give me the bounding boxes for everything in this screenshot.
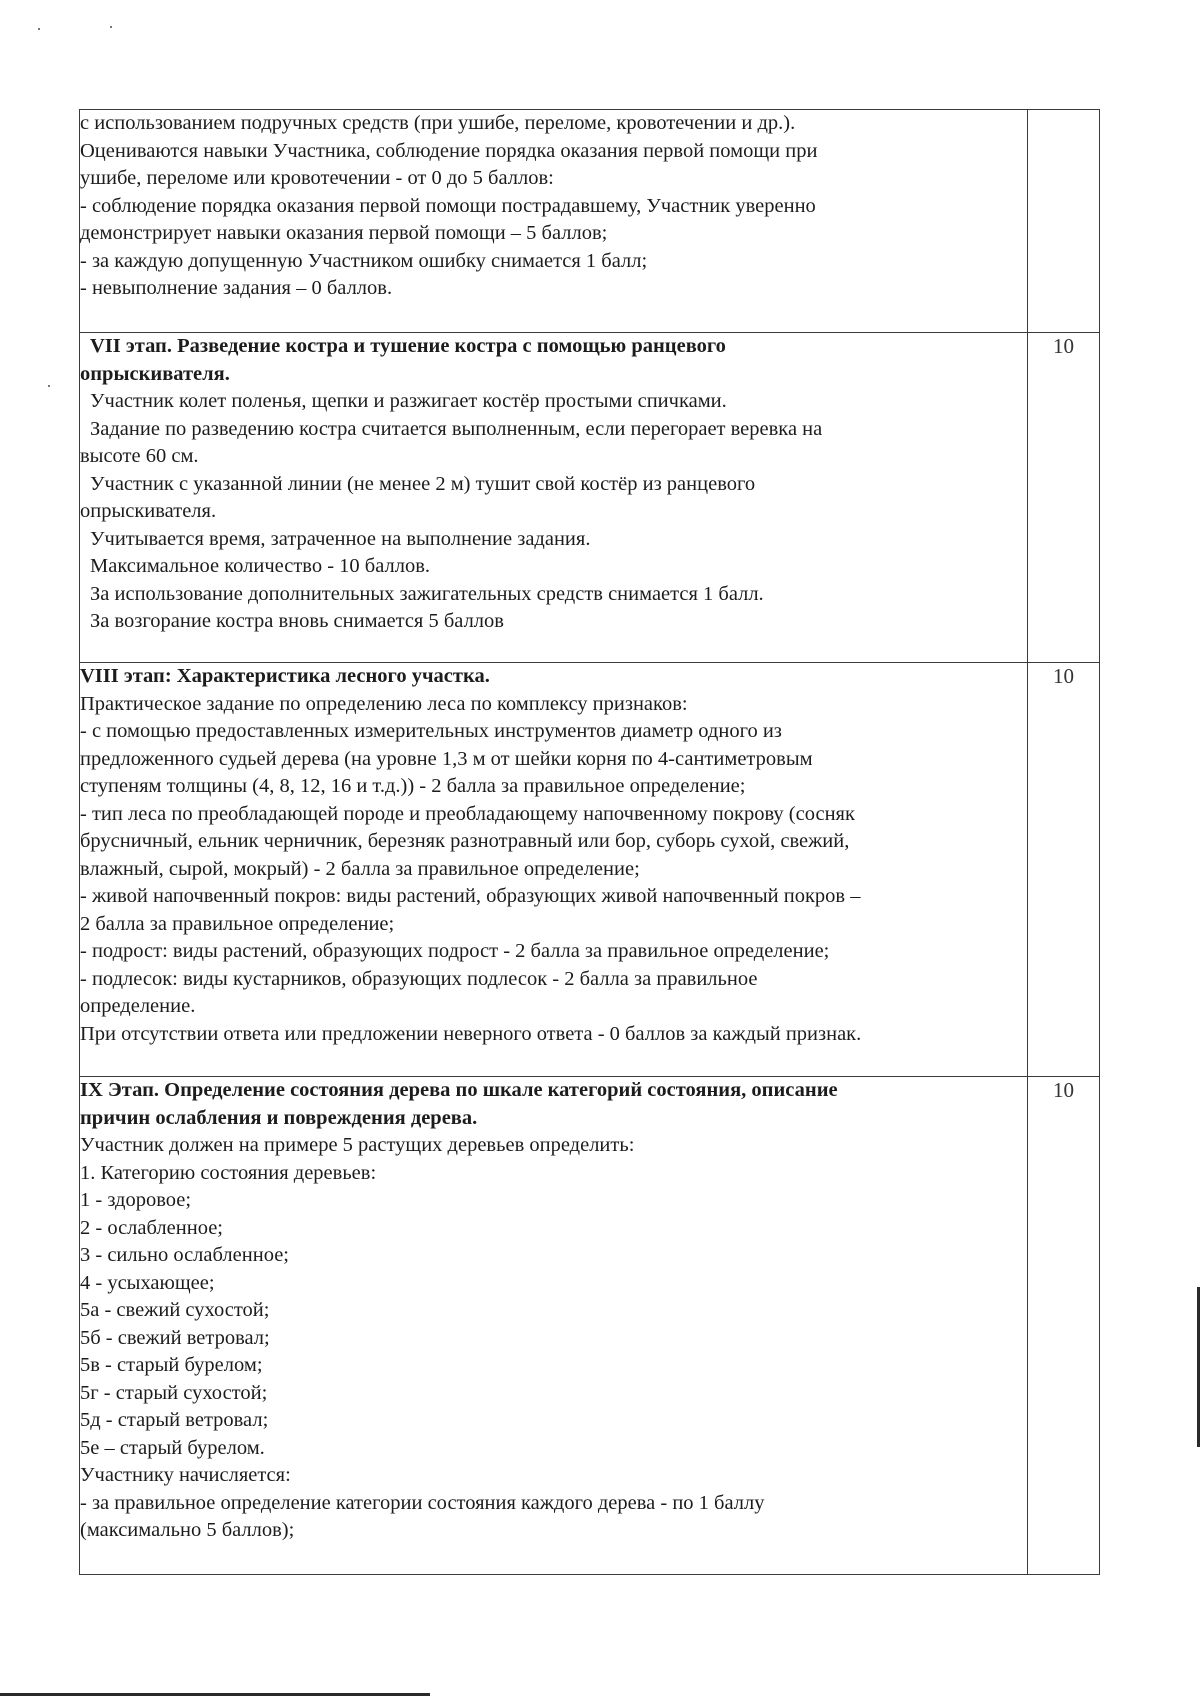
- task-description-cell: [80, 110, 1028, 333]
- text-line: 3 - сильно ослабленное;: [80, 1244, 289, 1266]
- text-line: Участник с указанной линии (не менее 2 м) тушит свой костёр из ранцевого: [90, 472, 756, 495]
- table-row: [80, 110, 1100, 333]
- text-line: Оцениваются навыки Участника, соблюдение порядка оказания первой помощи при: [80, 139, 818, 162]
- scan-edge-mark: [0, 1693, 430, 1696]
- text-line: - соблюдение порядка оказания первой помощи пострадавшему, Участник уверенно: [80, 194, 816, 217]
- text-line: высоте 60 см.: [80, 445, 199, 467]
- text-line: опрыскивателя.: [80, 500, 217, 522]
- text-line: влажный, сырой, мокрый) - 2 балла за правильное определение;: [80, 857, 640, 880]
- text-line: 1. Категорию состояния деревьев:: [80, 1161, 377, 1184]
- evaluation-table: [79, 109, 1100, 1575]
- text-line: Задание по разведению костра считается выполненным, если перегорает веревка на: [90, 417, 823, 440]
- stage-title: VIII этап: Характеристика лесного участка.: [80, 665, 490, 687]
- text-line: Учитывается время, затраченное на выполнение задания.: [90, 527, 591, 550]
- score-value: 10: [1053, 334, 1074, 358]
- text-line: 4 - усыхающее;: [80, 1271, 215, 1294]
- text-line: 5е – старый бурелом.: [80, 1436, 265, 1459]
- text-line: 5а - свежий сухостой;: [80, 1299, 270, 1321]
- text-line: ушибе, переломе или кровотечении - от 0 до 5 баллов:: [80, 167, 554, 189]
- score-cell: [1028, 110, 1100, 333]
- score-value: 10: [1053, 664, 1074, 688]
- text-line: ступеням толщины (4, 8, 12, 16 и т.д.)) - 2 балла за правильное определение;: [80, 775, 746, 797]
- text-line: За использование дополнительных зажигательных средств снимается 1 балл.: [90, 582, 764, 605]
- text-line: 5б - свежий ветровал;: [80, 1326, 270, 1349]
- text-line: - подрост: виды растений, образующих подрост - 2 балла за правильное определение;: [80, 940, 830, 962]
- score-cell: [1028, 1077, 1100, 1575]
- text-line: с использованием подручных средств (при ушибе, переломе, кровотечении и др.).: [80, 112, 796, 134]
- text-line: При отсутствии ответа или предложении неверного ответа - 0 баллов за каждый признак.: [80, 1022, 862, 1045]
- text-line: 5в - старый бурелом;: [80, 1354, 263, 1376]
- stage-title: IX Этап. Определение состояния дерева по шкале категорий состояния, описание: [80, 1079, 838, 1101]
- text-line: Участнику начисляется:: [80, 1464, 291, 1486]
- text-line: определение.: [80, 995, 196, 1017]
- scan-speck: [48, 385, 50, 387]
- text-line: предложенного судьей дерева (на уровне 1,3 м от шейки корня по 4-сантиметровым: [80, 747, 813, 770]
- text-line: 1 - здоровое;: [80, 1189, 192, 1211]
- text-line: 2 - ослабленное;: [80, 1216, 223, 1239]
- table-row: [80, 333, 1100, 663]
- task-description-cell: [80, 1077, 1028, 1575]
- text-line: - подлесок: виды кустарников, образующих подлесок - 2 балла за правильное: [80, 967, 758, 990]
- text-line: За возгорание костра вновь снимается 5 баллов: [90, 610, 504, 632]
- text-line: - с помощью предоставленных измерительных инструментов диаметр одного из: [80, 720, 782, 742]
- score-cell: [1028, 663, 1100, 1077]
- text-line: 5д - старый ветровал;: [80, 1409, 269, 1431]
- text-line: - живой напочвенный покров: виды растений, образующих живой напочвенный покров –: [80, 885, 861, 907]
- stage-title: причин ослабления и повреждения дерева.: [80, 1106, 478, 1129]
- text-line: Практическое задание по определению леса по комплексу признаков:: [80, 692, 688, 715]
- stage-title: VII этап. Разведение костра и тушение костра с помощью ранцевого: [90, 335, 726, 357]
- text-line: 5г - старый сухостой;: [80, 1381, 268, 1404]
- text-line: - тип леса по преобладающей породе и преобладающему напочвенному покрову (сосняк: [80, 802, 855, 825]
- score-value: 10: [1053, 1078, 1074, 1102]
- text-line: брусничный, ельник черничник, березняк разнотравный или бор, суборь сухой, свежий,: [80, 830, 850, 852]
- task-description-cell: [80, 663, 1028, 1077]
- task-description-cell: [80, 333, 1028, 663]
- text-line: Участник колет поленья, щепки и разжигает костёр простыми спичками.: [90, 390, 727, 412]
- table-row: [80, 663, 1100, 1077]
- scan-speck: [38, 28, 40, 30]
- score-cell: [1028, 333, 1100, 663]
- text-line: (максимально 5 баллов);: [80, 1519, 295, 1541]
- text-line: демонстрирует навыки оказания первой помощи – 5 баллов;: [80, 222, 608, 244]
- text-line: 2 балла за правильное определение;: [80, 912, 395, 935]
- text-line: - за правильное определение категории состояния каждого дерева - по 1 баллу: [80, 1491, 765, 1514]
- text-line: - невыполнение задания – 0 баллов.: [80, 277, 393, 299]
- table-row: [80, 1077, 1100, 1575]
- text-line: - за каждую допущенную Участником ошибку снимается 1 балл;: [80, 249, 648, 272]
- stage-title: опрыскивателя.: [80, 362, 230, 385]
- text-line: Максимальное количество - 10 баллов.: [90, 555, 431, 577]
- scan-speck: [110, 26, 112, 28]
- text-line: Участник должен на примере 5 растущих деревьев определить:: [80, 1134, 635, 1156]
